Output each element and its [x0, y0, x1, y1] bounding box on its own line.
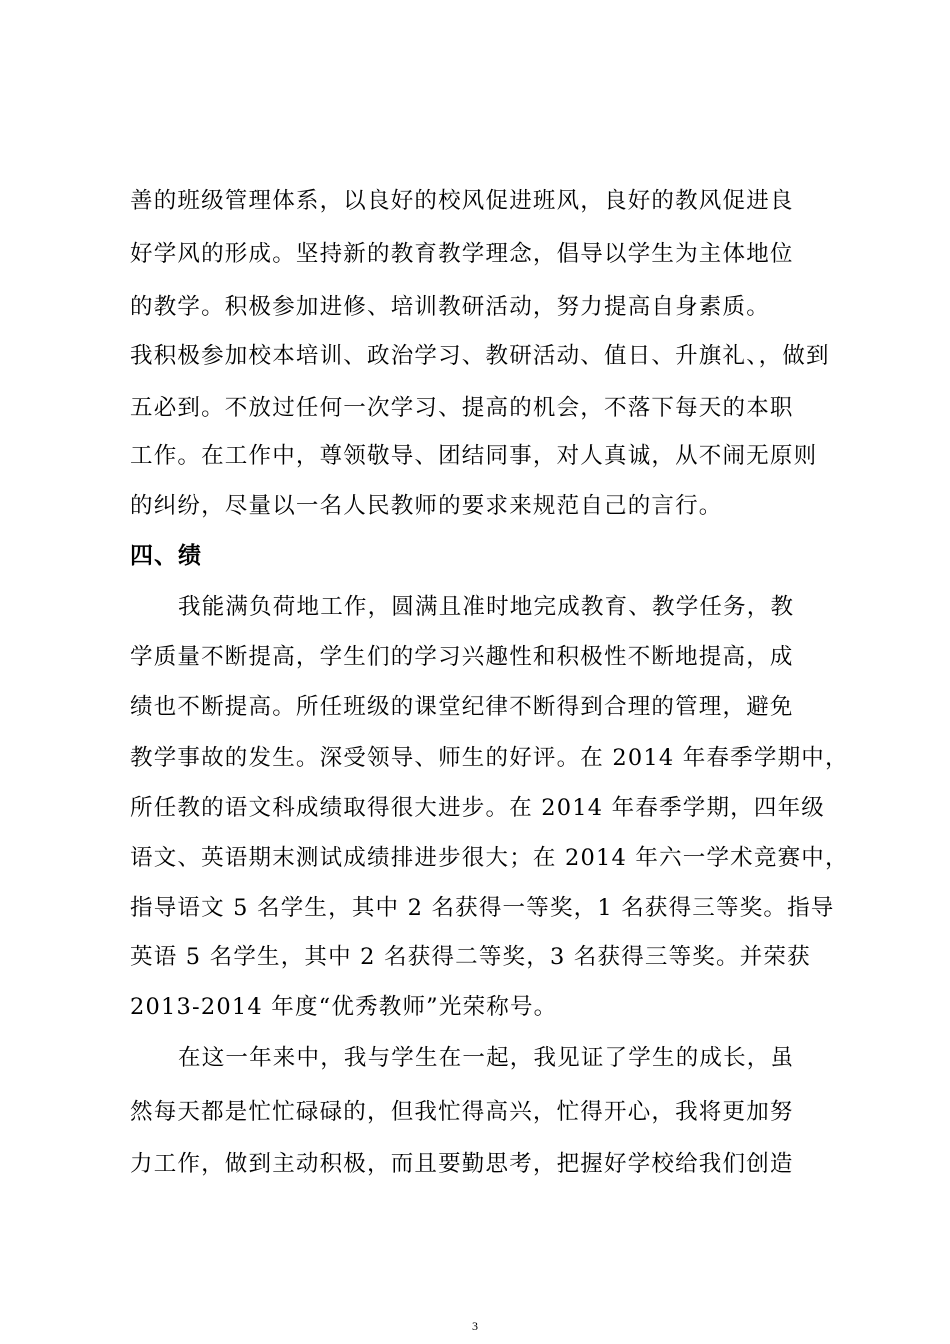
text-line: 绩也不断提高。所任班级的课堂纪律不断得到合理的管理，避免 [130, 694, 794, 720]
text-line: 所任教的语文科成绩取得很大进步。在 2014 年春季学期，四年级 [130, 795, 825, 821]
text-line: 的教学。积极参加进修、培训教研活动，努力提高自身素质。 [130, 294, 770, 320]
text-line: 学质量不断提高，学生们的学习兴趣性和积极性不断地提高，成 [130, 644, 794, 670]
text-line: 教学事故的发生。深受领导、师生的好评。在 2014 年春季学期中， [130, 745, 849, 771]
text-line: 我积极参加校本培训、政治学习、教研活动、值日、升旗礼、，做到 [130, 343, 830, 369]
text-line: 2013-2014 年度“优秀教师”光荣称号。 [130, 994, 558, 1020]
text-line: 我能满负荷地工作，圆满且准时地完成教育、教学任务，教 [178, 594, 795, 620]
text-line: 力工作，做到主动积极，而且要勤思考，把握好学校给我们创造 [130, 1151, 794, 1177]
text-line: 工作。在工作中，尊领敬导、团结同事，对人真诚，从不闹无原则 [130, 443, 818, 469]
text-line: 善的班级管理体系，以良好的校风促进班风，良好的教风促进良 [130, 188, 794, 214]
text-line: 好学风的形成。坚持新的教育教学理念，倡导以学生为主体地位 [130, 241, 794, 267]
text-line: 的纠纷，尽量以一名人民教师的要求来规范自己的言行。 [130, 493, 723, 519]
text-line: 英语 5 名学生，其中 2 名获得二等奖，3 名获得三等奖。并荣获 [130, 944, 811, 970]
page-number: 3 [472, 1319, 478, 1333]
text-line: 指导语文 5 名学生，其中 2 名获得一等奖，1 名获得三等奖。指导 [130, 895, 835, 921]
text-line: 语文、英语期末测试成绩排进步很大；在 2014 年六一学术竞赛中， [130, 845, 849, 871]
section-heading: 四、绩 [130, 543, 202, 569]
text-line: 五必到。不放过任何一次学习、提高的机会，不落下每天的本职 [130, 395, 794, 421]
text-line: 在这一年来中，我与学生在一起，我见证了学生的成长，虽 [178, 1045, 795, 1071]
text-line: 然每天都是忙忙碌碌的，但我忙得高兴，忙得开心，我将更加努 [130, 1099, 794, 1125]
